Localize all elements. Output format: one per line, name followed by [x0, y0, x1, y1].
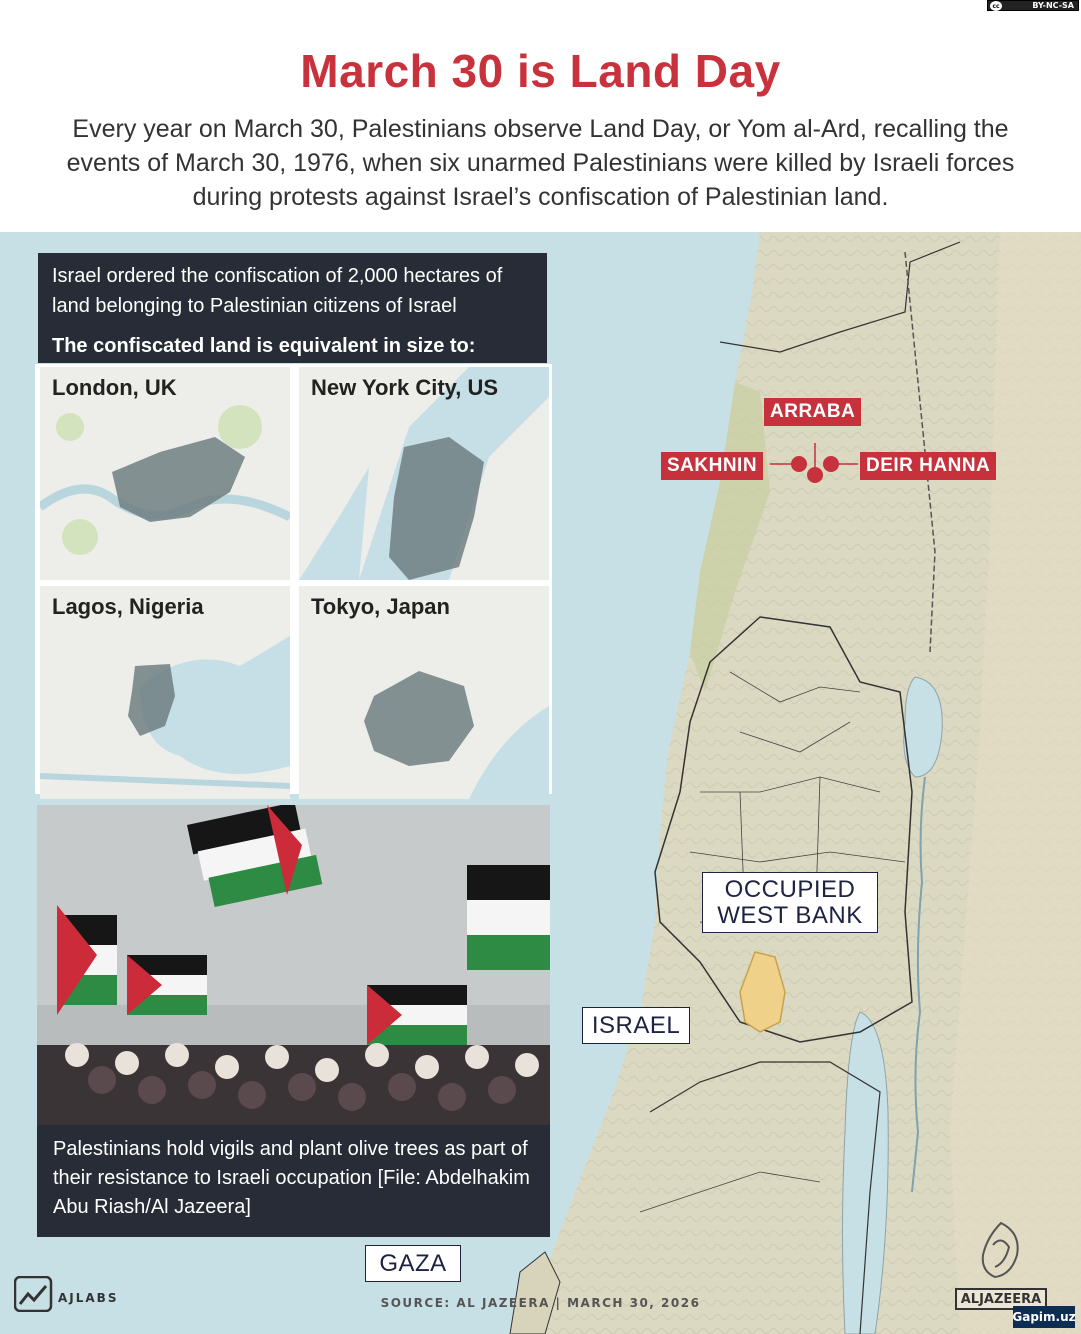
ajlabs-text: AJLABS — [58, 1291, 119, 1305]
flag-5 — [367, 985, 467, 1045]
aljazeera-logo — [955, 1215, 1047, 1310]
city-label-london: London, UK — [52, 375, 177, 400]
west-bank-line-1: OCCUPIED — [724, 876, 856, 903]
confiscation-text: Israel ordered the confiscation of 2,000 hectares of land belonging to Palestinian citizens of Israel — [52, 265, 503, 317]
page-title: March 30 is Land Day — [300, 45, 781, 97]
tokyo-overlay — [364, 671, 474, 766]
town-label-sakhnin: SAKHNIN — [661, 452, 763, 480]
arraba-dot — [807, 467, 823, 483]
london-overlay — [112, 437, 245, 522]
city-label-tokyo: Tokyo, Japan — [311, 594, 450, 619]
town-label-arraba: ARRABA — [764, 398, 861, 426]
protest-photo — [37, 805, 550, 1125]
deir-hanna-dot — [823, 456, 839, 472]
sakhnin-dot — [791, 456, 807, 472]
intro-text: Every year on March 30, Palestinians observe Land Day, or Yom al-Ard, recalling the events of March 30, 1976, when six unarmed Palestinians were killed by Israeli forces during protests against Israel’s confiscation of Palestinian land. — [66, 115, 1015, 211]
photo-caption: Palestinians hold vigils and plant olive trees as part of their resistance to Israeli occupation [File: Abdelhakim Abu Riash/Al Jazeera] — [37, 1125, 550, 1237]
flag-3 — [127, 955, 207, 1015]
aljazeera-emblem-icon — [955, 1215, 1047, 1285]
west-bank-line-2: WEST BANK — [717, 902, 863, 929]
city-map-lagos — [40, 586, 290, 799]
city-map-new-york — [299, 367, 549, 580]
flag-4 — [467, 865, 550, 970]
label-occupied-west-bank — [702, 872, 878, 933]
new-york-overlay — [389, 437, 484, 580]
dead-sea — [843, 1012, 889, 1334]
info-panel-header — [38, 253, 547, 363]
label-gaza: GAZA — [365, 1245, 461, 1282]
city-comparison-grid — [35, 364, 552, 794]
license-text: BY-NC-SA — [1032, 1, 1074, 10]
aljazeera-text: ALJAZEERA — [955, 1288, 1047, 1310]
city-label-new-york: New York City, US — [311, 375, 499, 400]
town-label-deir-hanna: DEIR HANNA — [860, 452, 996, 480]
label-israel: ISRAEL — [582, 1007, 690, 1044]
watermark: Gapim.uz — [1013, 1306, 1075, 1328]
source-line: SOURCE: AL JAZEERA | MARCH 30, 2026 — [380, 1296, 701, 1310]
city-map-london — [40, 367, 290, 580]
city-map-tokyo — [299, 586, 549, 799]
flag-2 — [57, 905, 117, 1015]
cc-license-badge — [987, 0, 1079, 11]
city-label-lagos: Lagos, Nigeria — [52, 594, 204, 619]
equivalent-size-text: The confiscated land is equivalent in size to: — [52, 335, 476, 357]
cc-icon: cc — [990, 1, 1002, 11]
